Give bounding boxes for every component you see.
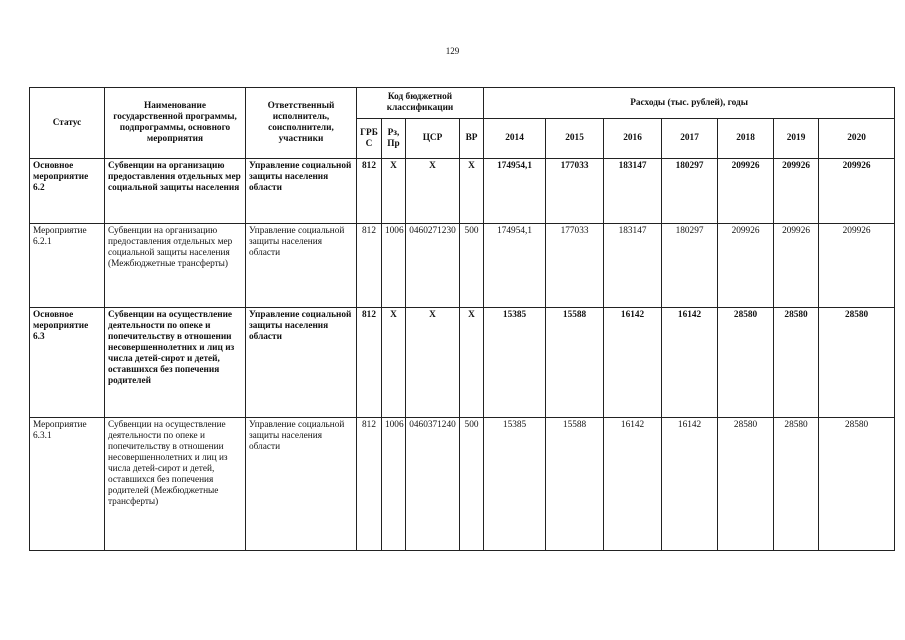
table-row bbox=[30, 308, 895, 418]
header-vr: ВР bbox=[460, 119, 484, 159]
rzpr-cell: 1006 bbox=[382, 224, 406, 308]
grbs-cell: 812 bbox=[357, 308, 382, 418]
value-cell: 209926 bbox=[819, 224, 895, 308]
value-cell: 209926 bbox=[819, 159, 895, 224]
name-cell: Субвенции на организацию предоставления отдельных мер социальной защиты населения (Межбюджетные трансферты) bbox=[105, 224, 246, 308]
value-cell: 209926 bbox=[774, 159, 819, 224]
value-cell: 177033 bbox=[546, 159, 604, 224]
vr-cell: 500 bbox=[460, 418, 484, 551]
header-expenses: Расходы (тыс. рублей), годы bbox=[484, 88, 895, 119]
value-cell: 28580 bbox=[819, 308, 895, 418]
executor-cell: Управление социальной защиты населения области bbox=[246, 308, 357, 418]
value-cell: 28580 bbox=[819, 418, 895, 551]
name-cell: Субвенции на осуществление деятельности по опеке и попечительству в отношении несовершеннолетних и лиц из числа детей-сирот и детей, оставшихся без попечения родителей (Межбюджетные трансферты) bbox=[105, 418, 246, 551]
executor-cell: Управление социальной защиты населения области bbox=[246, 418, 357, 551]
vr-cell: Х bbox=[460, 159, 484, 224]
table-row bbox=[30, 159, 895, 224]
header-year: 2019 bbox=[774, 119, 819, 159]
budget-table bbox=[29, 87, 895, 551]
rzpr-cell: Х bbox=[382, 308, 406, 418]
value-cell: 180297 bbox=[662, 159, 718, 224]
status-cell: Мероприятие 6.3.1 bbox=[30, 418, 105, 551]
page-number: 129 bbox=[445, 46, 460, 56]
value-cell: 174954,1 bbox=[484, 224, 546, 308]
value-cell: 180297 bbox=[662, 224, 718, 308]
csr-cell: Х bbox=[406, 159, 460, 224]
rzpr-cell: 1006 bbox=[382, 418, 406, 551]
header-status: Статус bbox=[30, 88, 105, 159]
vr-cell: Х bbox=[460, 308, 484, 418]
rzpr-cell: Х bbox=[382, 159, 406, 224]
executor-cell: Управление социальной защиты населения области bbox=[246, 159, 357, 224]
header-year: 2015 bbox=[546, 119, 604, 159]
table-row bbox=[30, 418, 895, 551]
csr-cell: 0460371240 bbox=[406, 418, 460, 551]
value-cell: 209926 bbox=[718, 159, 774, 224]
csr-cell: Х bbox=[406, 308, 460, 418]
value-cell: 183147 bbox=[604, 224, 662, 308]
value-cell: 174954,1 bbox=[484, 159, 546, 224]
grbs-cell: 812 bbox=[357, 159, 382, 224]
value-cell: 15588 bbox=[546, 418, 604, 551]
value-cell: 16142 bbox=[604, 418, 662, 551]
status-cell: Основное мероприятие 6.3 bbox=[30, 308, 105, 418]
value-cell: 28580 bbox=[774, 418, 819, 551]
header-year: 2020 bbox=[819, 119, 895, 159]
vr-cell: 500 bbox=[460, 224, 484, 308]
executor-cell: Управление социальной защиты населения области bbox=[246, 224, 357, 308]
header-year: 2016 bbox=[604, 119, 662, 159]
header-budget-code: Код бюджетной классификации bbox=[357, 88, 484, 119]
name-cell: Субвенции на организацию предоставления отдельных мер социальной защиты населения bbox=[105, 159, 246, 224]
value-cell: 209926 bbox=[718, 224, 774, 308]
name-cell: Субвенции на осуществление деятельности по опеке и попечительству в отношении несовершеннолетних и лиц из числа детей-сирот и детей, оставшихся без попечения родителей bbox=[105, 308, 246, 418]
value-cell: 16142 bbox=[662, 418, 718, 551]
header-grbs: ГРБ С bbox=[357, 119, 382, 159]
value-cell: 16142 bbox=[604, 308, 662, 418]
value-cell: 15588 bbox=[546, 308, 604, 418]
value-cell: 28580 bbox=[718, 308, 774, 418]
table-row bbox=[30, 224, 895, 308]
header-executor: Ответственный исполнитель, соисполнители, участники bbox=[246, 88, 357, 159]
value-cell: 177033 bbox=[546, 224, 604, 308]
status-cell: Основное мероприятие 6.2 bbox=[30, 159, 105, 224]
value-cell: 15385 bbox=[484, 418, 546, 551]
header-csr: ЦСР bbox=[406, 119, 460, 159]
header-year: 2018 bbox=[718, 119, 774, 159]
header-year: 2017 bbox=[662, 119, 718, 159]
value-cell: 28580 bbox=[718, 418, 774, 551]
header-rzpr: Рз, Пр bbox=[382, 119, 406, 159]
value-cell: 209926 bbox=[774, 224, 819, 308]
status-cell: Мероприятие 6.2.1 bbox=[30, 224, 105, 308]
value-cell: 28580 bbox=[774, 308, 819, 418]
value-cell: 16142 bbox=[662, 308, 718, 418]
value-cell: 15385 bbox=[484, 308, 546, 418]
csr-cell: 0460271230 bbox=[406, 224, 460, 308]
header-name: Наименование государственной программы, подпрограммы, основного мероприятия bbox=[105, 88, 246, 159]
header-year: 2014 bbox=[484, 119, 546, 159]
value-cell: 183147 bbox=[604, 159, 662, 224]
grbs-cell: 812 bbox=[357, 418, 382, 551]
grbs-cell: 812 bbox=[357, 224, 382, 308]
